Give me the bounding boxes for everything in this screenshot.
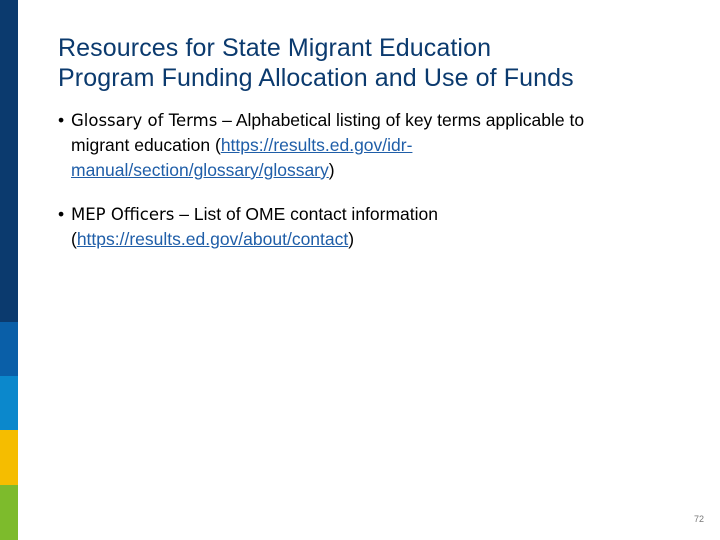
accent-bar-blue bbox=[0, 322, 18, 376]
term-dash: – bbox=[174, 204, 194, 224]
mep-description: List of OME contact information bbox=[193, 204, 439, 224]
mep-suffix: ) bbox=[348, 229, 355, 249]
side-accent-bar bbox=[0, 0, 18, 540]
bullet-icon: • bbox=[58, 204, 65, 224]
accent-bar-navy bbox=[0, 0, 18, 322]
list-item-glossary bbox=[58, 108, 698, 183]
mep-line-1 bbox=[71, 202, 698, 227]
mep-term: MEP Officers bbox=[71, 205, 175, 224]
accent-bar-yellow bbox=[0, 430, 18, 485]
title-line-2: Program Funding Allocation and Use of Funds bbox=[58, 64, 574, 92]
glossary-line-1 bbox=[71, 108, 698, 133]
glossary-description: Alphabetical listing of key terms applicable to bbox=[235, 110, 585, 130]
bullet-icon: • bbox=[58, 110, 65, 130]
accent-bar-light-blue bbox=[0, 376, 18, 430]
mep-contact-link[interactable]: https://results.ed.gov/about/contact bbox=[76, 229, 349, 249]
glossary-link-part-1[interactable]: https://results.ed.gov/idr- bbox=[220, 135, 413, 155]
glossary-suffix: ) bbox=[328, 160, 335, 180]
list-item-mep-officers bbox=[58, 202, 698, 252]
page-number: 72 bbox=[693, 514, 704, 524]
title-line-1: Resources for State Migrant Education bbox=[58, 34, 492, 62]
glossary-line-2 bbox=[71, 133, 698, 158]
mep-prefix: ( bbox=[71, 229, 77, 249]
term-dash: – bbox=[217, 110, 236, 130]
glossary-link-part-2[interactable]: manual/section/glossary/glossary bbox=[71, 160, 329, 180]
resource-list bbox=[58, 108, 698, 252]
glossary-line-3 bbox=[71, 158, 698, 183]
glossary-prefix: migrant education ( bbox=[71, 135, 221, 155]
glossary-term: Glossary of Terms bbox=[71, 111, 218, 130]
slide-title bbox=[58, 33, 698, 93]
mep-line-2 bbox=[71, 227, 698, 252]
accent-bar-green bbox=[0, 485, 18, 540]
